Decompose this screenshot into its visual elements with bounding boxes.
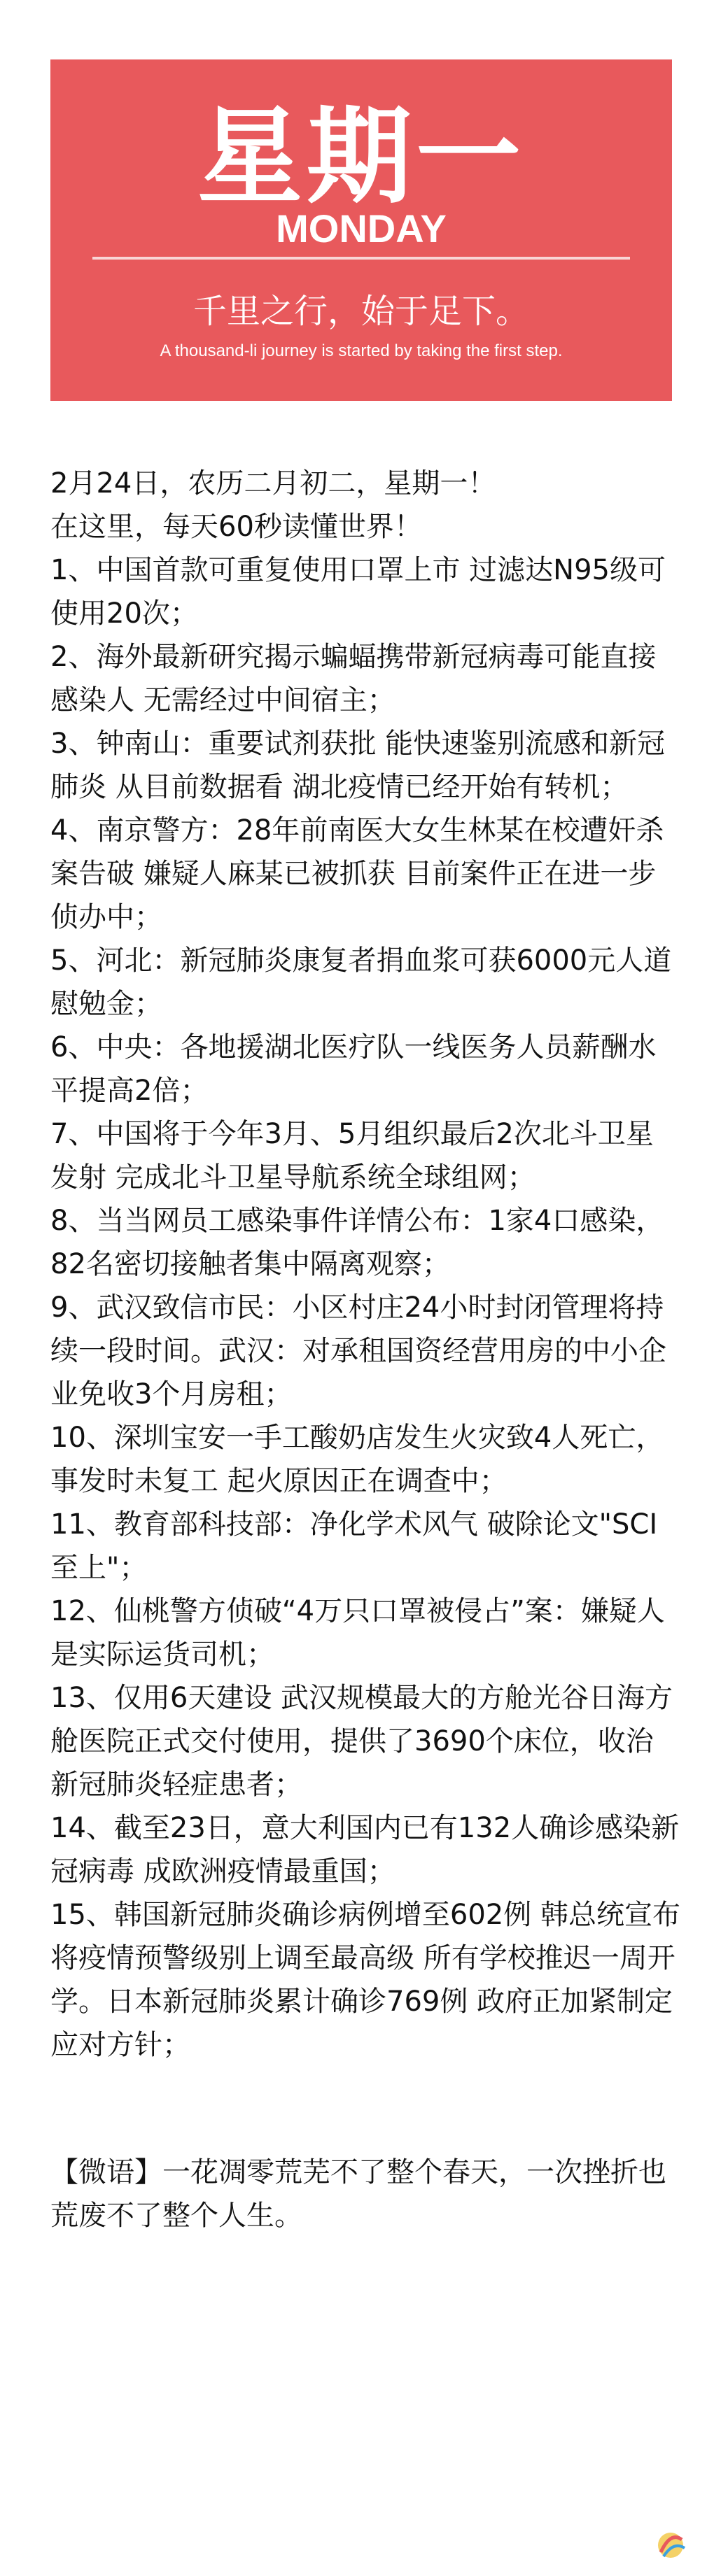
header-banner xyxy=(50,59,672,401)
news-item: 12、仙桃警方侦破“4万只口罩被侵占”案：嫌疑人是实际运货司机； xyxy=(50,1595,665,1671)
news-item: 14、截至23日，意大利国内已有132人确诊感染新冠病毒 成欧洲疫情最重国； xyxy=(50,1812,680,1888)
daily-quote: 【微语】一花凋零荒芜不了整个春天，一次挫折也荒废不了整个人生。 xyxy=(50,2156,666,2232)
news-item: 4、南京警方：28年前南医大女生林某在校遭奸杀案告破 嫌疑人麻某已被抓获 目前案件正在进一步侦办中； xyxy=(50,814,664,933)
news-item: 11、教育部科技部：净化学术风气 破除论文"SCI至上"； xyxy=(50,1508,658,1584)
news-item: 10、深圳宝安一手工酸奶店发生火灾致4人死亡，事发时未复工 起火原因正在调查中； xyxy=(50,1422,664,1497)
news-item: 13、仅用6天建设 武汉规模最大的方舱光谷日海方舱医院正式交付使用，提供了3690个床位，收治新冠肺炎轻症患者； xyxy=(50,1682,673,1801)
banner-divider xyxy=(92,257,630,260)
watermark-logo-icon xyxy=(651,2524,690,2563)
news-item: 3、钟南山：重要试剂获批 能快速鉴别流感和新冠肺炎 从目前数据看 湖北疫情已经开始有转机； xyxy=(50,728,666,803)
weekday-title: 星期一 xyxy=(197,97,525,218)
news-item: 9、武汉致信市民：小区村庄24小时封闭管理将持续一段时间。武汉：对承租国资经营用房的中小企业免收3个月房租； xyxy=(50,1291,666,1410)
slogan-chinese: 千里之行，始于足下。 xyxy=(192,292,529,331)
news-item: 5、河北：新冠肺炎康复者捐血浆可获6000元人道慰勉金； xyxy=(50,944,672,1020)
news-item: 15、韩国新冠肺炎确诊病例增至602例 韩总统宣布将疫情预警级别上调至最高级 所有学校推迟一周开学。日本新冠肺炎累计确诊769例 政府正加紧制定应对方针； xyxy=(50,1899,680,2061)
news-item: 1、中国首款可重复使用口罩上市 过滤达N95级可使用20次； xyxy=(50,554,666,630)
intro-tagline: 在这里，每天60秒读懂世界！ xyxy=(50,511,422,543)
news-item: 6、中央：各地援湖北医疗队一线医务人员薪酬水平提高2倍； xyxy=(50,1031,657,1107)
news-item: 8、当当网员工感染事件详情公布：1家4口感染，82名密切接触者集中隔离观察； xyxy=(50,1205,664,1280)
slogan-english: A thousand-li journey is started by taking the first step. xyxy=(160,341,563,360)
news-content xyxy=(50,462,680,2237)
weekday-subtitle: MONDAY xyxy=(276,206,447,250)
intro-date-line: 2月24日，农历二月初二，星期一！ xyxy=(50,467,496,500)
news-item: 7、中国将于今年3月、5月组织最后2次北斗卫星发射 完成北斗卫星导航系统全球组网； xyxy=(50,1118,654,1194)
news-item: 2、海外最新研究揭示蝙蝠携带新冠病毒可能直接感染人 无需经过中间宿主； xyxy=(50,641,657,716)
